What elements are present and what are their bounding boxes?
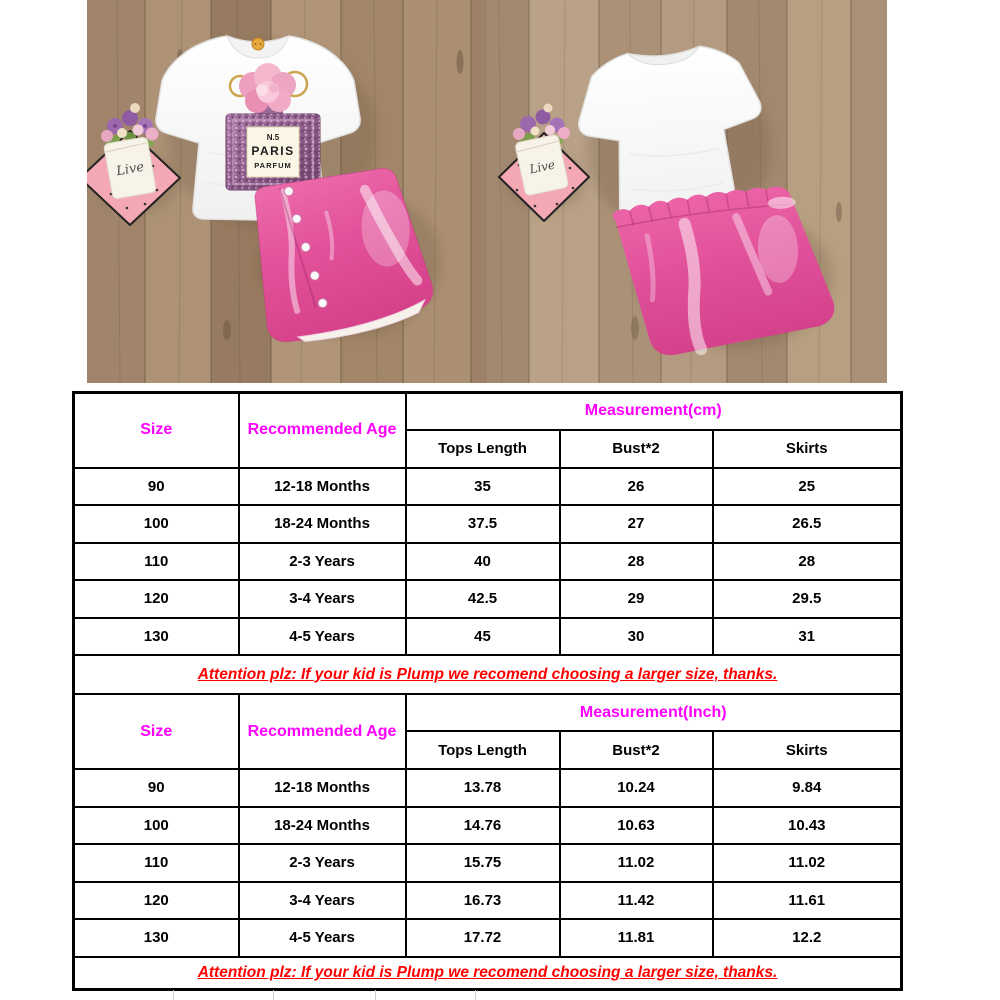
product-photo-illustration <box>87 0 887 383</box>
cm-age-header: Recommended Age <box>239 393 406 468</box>
cm-row-120 <box>74 580 902 618</box>
age-cell: 18-24 Months <box>239 807 406 845</box>
skirts-cell: 12.2 <box>713 919 902 957</box>
cup-label-left: Live <box>115 159 146 180</box>
inch-row-120 <box>74 882 902 920</box>
live-cup <box>103 137 156 200</box>
bottle-label-line1: N.5 <box>266 133 280 142</box>
cup-label-right: Live <box>528 157 557 177</box>
bust-cell: 28 <box>560 543 713 581</box>
skirts-cell: 10.43 <box>713 807 902 845</box>
age-cell: 4-5 Years <box>239 618 406 656</box>
size-cell: 100 <box>74 505 239 543</box>
size-cell: 110 <box>74 844 239 882</box>
inch-measurement-header: Measurement(Inch) <box>406 694 902 731</box>
cm-size-header: Size <box>74 393 239 468</box>
inch-bust-header: Bust*2 <box>560 731 713 769</box>
inch-header-row <box>74 694 902 731</box>
cm-measurement-header: Measurement(cm) <box>406 393 902 430</box>
age-cell: 2-3 Years <box>239 844 406 882</box>
age-cell: 2-3 Years <box>239 543 406 581</box>
tops-cell: 37.5 <box>406 505 560 543</box>
size-cell: 90 <box>74 468 239 506</box>
size-cell: 130 <box>74 618 239 656</box>
size-cell: 130 <box>74 919 239 957</box>
inch-note-row <box>74 957 902 990</box>
attention-note: Attention plz: If your kid is Plump we recomend choosing a larger size, thanks. <box>74 957 902 990</box>
cm-header-row <box>74 393 902 430</box>
skirts-cell: 29.5 <box>713 580 902 618</box>
tops-cell: 42.5 <box>406 580 560 618</box>
tops-cell: 16.73 <box>406 882 560 920</box>
size-cell: 100 <box>74 807 239 845</box>
cropped-gridline <box>475 990 476 1000</box>
size-cell: 120 <box>74 882 239 920</box>
bust-cell: 11.42 <box>560 882 713 920</box>
skirts-cell: 9.84 <box>713 769 902 807</box>
cropped-gridline <box>173 990 174 1000</box>
perfume-bottle-graphic <box>226 63 320 190</box>
bust-cell: 11.02 <box>560 844 713 882</box>
bust-cell: 30 <box>560 618 713 656</box>
cm-row-110 <box>74 543 902 581</box>
size-cell: 120 <box>74 580 239 618</box>
skirts-cell: 26.5 <box>713 505 902 543</box>
product-photo <box>87 0 887 383</box>
inch-row-110 <box>74 844 902 882</box>
collar-button <box>252 38 264 50</box>
inch-row-100 <box>74 807 902 845</box>
cm-row-90 <box>74 468 902 506</box>
size-cell: 110 <box>74 543 239 581</box>
age-cell: 3-4 Years <box>239 580 406 618</box>
inch-tops-header: Tops Length <box>406 731 560 769</box>
bust-cell: 27 <box>560 505 713 543</box>
age-cell: 12-18 Months <box>239 468 406 506</box>
tops-cell: 40 <box>406 543 560 581</box>
tops-cell: 13.78 <box>406 769 560 807</box>
cm-tops-header: Tops Length <box>406 430 560 468</box>
bottle-label-line2: PARIS <box>251 144 295 158</box>
cropped-gridline <box>375 990 376 1000</box>
size-chart-table <box>72 391 903 991</box>
tops-cell: 45 <box>406 618 560 656</box>
bust-cell: 29 <box>560 580 713 618</box>
attention-note: Attention plz: If your kid is Plump we recomend choosing a larger size, thanks. <box>74 655 902 694</box>
cropped-gridline <box>273 990 274 1000</box>
age-cell: 3-4 Years <box>239 882 406 920</box>
inch-size-header: Size <box>74 694 239 769</box>
age-cell: 18-24 Months <box>239 505 406 543</box>
tops-cell: 15.75 <box>406 844 560 882</box>
inch-row-90 <box>74 769 902 807</box>
skirts-cell: 11.02 <box>713 844 902 882</box>
tops-cell: 14.76 <box>406 807 560 845</box>
tops-cell: 35 <box>406 468 560 506</box>
size-cell: 90 <box>74 769 239 807</box>
skirts-cell: 31 <box>713 618 902 656</box>
inch-age-header: Recommended Age <box>239 694 406 769</box>
age-cell: 12-18 Months <box>239 769 406 807</box>
bust-cell: 11.81 <box>560 919 713 957</box>
inch-row-130 <box>74 919 902 957</box>
inch-skirts-header: Skirts <box>713 731 902 769</box>
bust-cell: 26 <box>560 468 713 506</box>
cm-row-130 <box>74 618 902 656</box>
age-cell: 4-5 Years <box>239 919 406 957</box>
bust-cell: 10.24 <box>560 769 713 807</box>
cm-note-row <box>74 655 902 694</box>
tops-cell: 17.72 <box>406 919 560 957</box>
cm-skirts-header: Skirts <box>713 430 902 468</box>
cm-row-100 <box>74 505 902 543</box>
bust-cell: 10.63 <box>560 807 713 845</box>
cm-bust-header: Bust*2 <box>560 430 713 468</box>
skirts-cell: 11.61 <box>713 882 902 920</box>
skirts-cell: 25 <box>713 468 902 506</box>
bottle-label-line3: PARFUM <box>254 161 292 170</box>
skirts-cell: 28 <box>713 543 902 581</box>
